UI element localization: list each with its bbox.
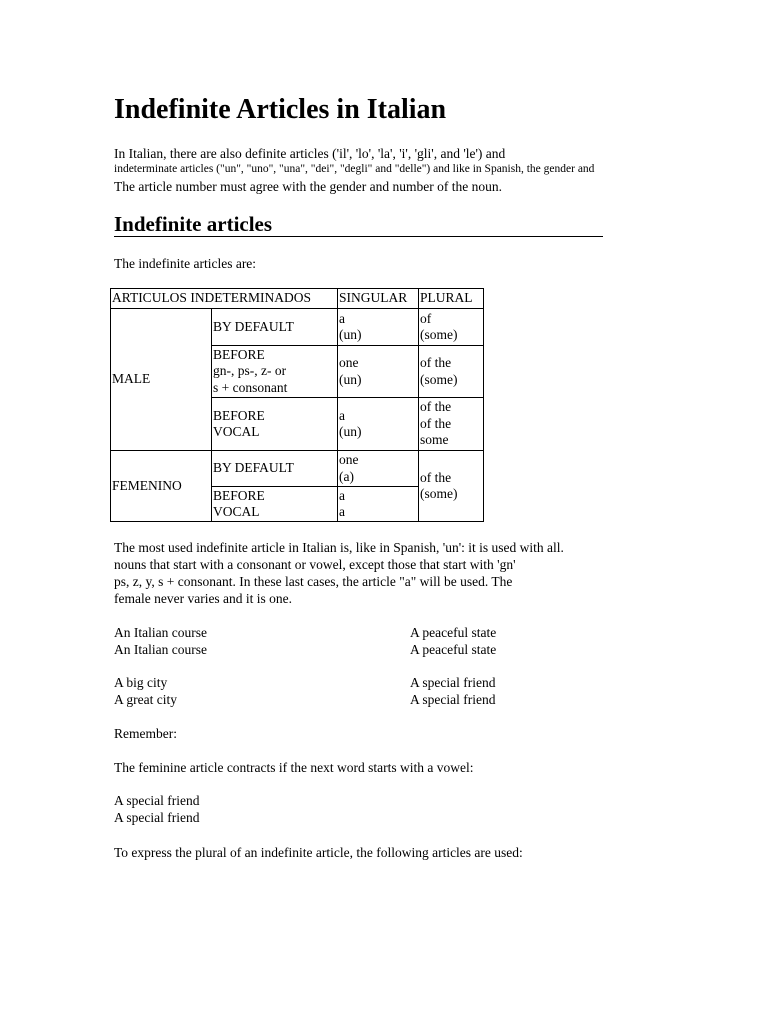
example-group-left-1	[114, 624, 207, 658]
header-plural-cell: PLURAL	[419, 289, 484, 309]
plural-text: (some)	[420, 486, 458, 501]
plural-cell	[419, 309, 484, 346]
example-group-right-1	[410, 624, 496, 658]
intro-paragraph	[114, 146, 674, 197]
singular-text: a	[339, 310, 345, 326]
case-text: BEFORE	[213, 346, 265, 362]
intro-line: The article number must agree with the gender and number of the noun.	[114, 179, 502, 194]
case-text: BEFORE	[213, 407, 265, 423]
table-header-row	[111, 289, 484, 309]
example-line: A peaceful state	[410, 625, 497, 640]
case-text: BY DEFAULT	[213, 460, 294, 476]
plural-text: some	[420, 432, 449, 448]
page-title: Indefinite Articles in Italian	[114, 94, 447, 125]
table-row	[111, 309, 484, 346]
plural-text: of the	[420, 469, 452, 485]
plural-text: of	[420, 310, 432, 326]
case-text: gn-, ps-, z- or	[213, 363, 287, 379]
case-text: BY DEFAULT	[213, 318, 294, 334]
example-line: An Italian course	[114, 642, 207, 657]
example-line: A special friend	[114, 793, 200, 808]
singular-cell	[338, 309, 419, 346]
example-line: A special friend	[114, 810, 200, 825]
usage-paragraph	[114, 539, 564, 607]
header-singular-cell: SINGULAR	[338, 289, 419, 309]
case-cell	[212, 451, 338, 487]
case-text: s + consonant	[213, 379, 288, 395]
contraction-note-text: The feminine article contracts if the next word starts with a vowel:	[114, 760, 474, 775]
example-line: A big city	[114, 675, 168, 690]
table-row	[111, 451, 484, 487]
plural-cell	[419, 346, 484, 398]
contraction-note	[114, 759, 474, 776]
singular-text: a	[339, 504, 345, 519]
case-text: VOCAL	[213, 504, 260, 519]
case-cell	[212, 398, 338, 451]
paragraph-line: nouns that start with a consonant or vowel, except those that start with 'gn'	[114, 557, 516, 572]
intro-line: In Italian, there are also definite articles ('il', 'lo', 'la', 'i', 'gli', and 'le') and	[114, 146, 506, 161]
indefinite-articles-table	[110, 288, 484, 522]
singular-text: (un)	[339, 424, 362, 439]
singular-cell	[338, 451, 419, 487]
example-line: An Italian course	[114, 625, 207, 640]
remember-text: Remember:	[114, 726, 177, 741]
case-cell	[212, 346, 338, 398]
paragraph-line: The most used indefinite article in Italian is, like in Spanish, 'un': it is used with all.	[114, 540, 564, 555]
plural-text: (some)	[420, 327, 458, 342]
gender-cell-female: FEMENINO	[111, 451, 212, 522]
gender-cell-male: MALE	[111, 309, 212, 451]
singular-cell	[338, 487, 419, 522]
singular-text: a	[339, 487, 345, 503]
singular-text: a	[339, 407, 345, 423]
header-articles-cell: ARTICULOS INDETERMINADOS	[111, 289, 338, 309]
case-text: VOCAL	[213, 424, 260, 439]
singular-text: (a)	[339, 468, 354, 484]
singular-text: one	[339, 452, 359, 467]
case-text: BEFORE	[213, 487, 265, 503]
singular-text: one	[339, 355, 359, 370]
table-lead-text: The indefinite articles are:	[114, 256, 257, 271]
example-group-left-2	[114, 674, 177, 708]
plural-note-text: To express the plural of an indefinite article, the following articles are used:	[114, 845, 523, 860]
contraction-examples	[114, 792, 199, 826]
example-line: A peaceful state	[410, 642, 497, 657]
section-heading: Indefinite articles	[114, 212, 603, 237]
plural-text: (some)	[420, 371, 458, 387]
plural-cell	[419, 451, 484, 522]
case-cell	[212, 487, 338, 522]
plural-note	[114, 844, 523, 861]
remember-label	[114, 725, 177, 742]
example-line: A special friend	[410, 692, 496, 707]
singular-cell	[338, 398, 419, 451]
intro-line: indeterminate articles ("un", "uno", "una", "dei", "degli" and "delle") and like in Spanish, the gender and	[114, 163, 595, 175]
singular-cell	[338, 346, 419, 398]
plural-text: of the	[420, 399, 452, 415]
paragraph-line: ps, z, y, s + consonant. In these last cases, the article "a" will be used. The	[114, 574, 513, 589]
example-group-right-2	[410, 674, 495, 708]
plural-cell	[419, 398, 484, 451]
plural-text: of the	[420, 415, 452, 431]
paragraph-line: female never varies and it is one.	[114, 591, 293, 606]
example-line: A great city	[114, 692, 177, 707]
example-line: A special friend	[410, 675, 496, 690]
singular-text: (un)	[339, 327, 362, 342]
case-cell	[212, 309, 338, 346]
plural-text: of the	[420, 355, 452, 370]
singular-text: (un)	[339, 371, 362, 387]
